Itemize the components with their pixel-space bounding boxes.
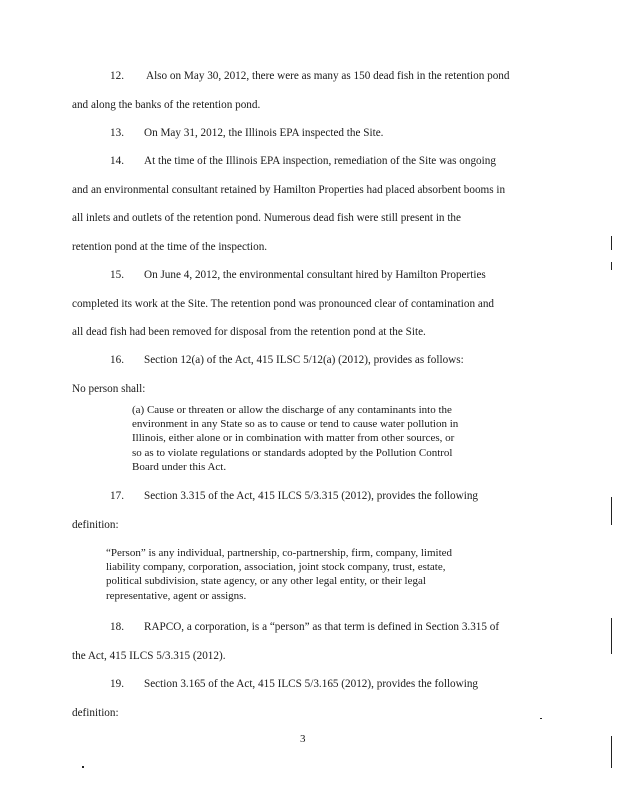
scan-mark: [611, 736, 612, 768]
paragraph-13: [72, 119, 532, 148]
scan-mark: [611, 497, 612, 525]
paragraph-text: and along the banks of the retention pond.: [72, 98, 261, 111]
paragraph-text: retention pond at the time of the inspection.: [72, 240, 268, 253]
paragraph-12: [72, 62, 532, 119]
scan-mark: [611, 262, 612, 270]
paragraph-text: definition:: [72, 706, 119, 719]
paragraph-number: 16.: [110, 354, 124, 366]
paragraph-text: all dead fish had been removed for disposal from the retention pond at the Site.: [72, 326, 426, 338]
block-quote-person-definition: [106, 546, 526, 603]
paragraph-text: On May 31, 2012, the Illinois EPA inspected the Site.: [143, 127, 384, 139]
paragraph-text: Also on May 30, 2012, there were as many as 150 dead fish in the retention pond: [145, 70, 510, 82]
page-number: 3: [300, 733, 306, 745]
paragraph-number: 18.: [110, 621, 124, 633]
paragraph-17: [72, 482, 532, 539]
quote-line: so as to violate regulations or standards adopted by the Pollution Control: [132, 446, 453, 459]
quote-line: Illinois, either alone or in combination with matter from other sources, or: [132, 432, 455, 445]
block-quote-section-12a: [132, 403, 512, 474]
quote-line: liability company, corporation, association, joint stock company, trust, estate,: [106, 561, 446, 574]
quote-line: political subdivision, state agency, or any other legal entity, or their legal: [106, 575, 426, 588]
paragraph-text: On June 4, 2012, the environmental consultant hired by Hamilton Properties: [143, 269, 486, 281]
paragraph-14: [72, 147, 532, 261]
paragraph-number: 14.: [110, 155, 124, 167]
quote-line: (a) Cause or threaten or allow the discharge of any contaminants into the: [132, 404, 452, 416]
paragraph-text: No person shall:: [72, 382, 146, 395]
quote-line: representative, agent or assigns.: [106, 589, 247, 602]
paragraph-text: RAPCO, a corporation, is a “person” as that term is defined in Section 3.315 of: [143, 621, 500, 633]
paragraph-text: definition:: [72, 518, 119, 531]
scan-mark: [611, 618, 612, 654]
paragraph-text: all inlets and outlets of the retention pond. Numerous dead fish were still present in the: [72, 212, 461, 224]
quote-line: “Person” is any individual, partnership, co-partnership, firm, company, limited: [106, 547, 453, 559]
paragraph-text: At the time of the Illinois EPA inspection, remediation of the Site was ongoing: [143, 155, 496, 167]
scan-mark: [540, 718, 542, 719]
paragraph-15: [72, 261, 532, 347]
paragraph-number: 15.: [110, 269, 124, 281]
paragraph-number: 13.: [110, 127, 124, 139]
paragraph-number: 12.: [110, 70, 124, 82]
paragraph-text: and an environmental consultant retained by Hamilton Properties had placed absorbent booms in: [72, 183, 506, 196]
scan-mark: [611, 236, 612, 250]
paragraph-16: [72, 346, 532, 403]
paragraph-number: 19.: [110, 678, 124, 690]
paragraph-18: [72, 613, 532, 670]
paragraph-text: Section 12(a) of the Act, 415 ILSC 5/12(a) (2012), provides as follows:: [143, 354, 464, 366]
quote-line: environment in any State so as to cause or tend to cause water pollution in: [132, 418, 459, 431]
paragraph-19: [72, 670, 532, 727]
paragraph-text: completed its work at the Site. The retention pond was pronounced clear of contamination and: [72, 297, 495, 310]
paragraph-text: Section 3.165 of the Act, 415 ILCS 5/3.165 (2012), provides the following: [143, 678, 479, 690]
quote-line: Board under this Act.: [132, 460, 227, 473]
paragraph-text: the Act, 415 ILCS 5/3.315 (2012).: [72, 649, 226, 662]
paragraph-text: Section 3.315 of the Act, 415 ILCS 5/3.315 (2012), provides the following: [143, 490, 479, 502]
scan-mark: [82, 766, 84, 768]
paragraph-number: 17.: [110, 490, 124, 502]
